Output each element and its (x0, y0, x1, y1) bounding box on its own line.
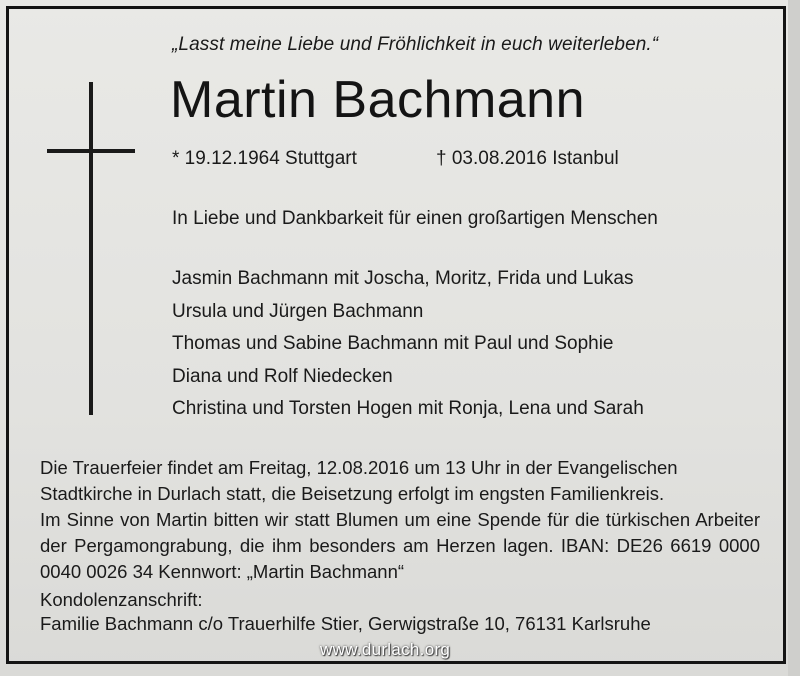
deceased-name: Martin Bachmann (170, 71, 586, 129)
mourners-list (172, 266, 644, 429)
death-info: † 03.08.2016 Istanbul (436, 148, 619, 169)
mourner-entry: Ursula und Jürgen Bachmann (172, 300, 424, 322)
cross-horizontal-bar (47, 149, 135, 153)
mourner-entry: Thomas und Sabine Bachmann mit Paul und Sophie (172, 333, 614, 354)
donation-text: Im Sinne von Martin bitten wir statt Blumen um eine Spende für die türkischen Arbeiter der Pergamongrabung, die ihm besonders am Herzen lagen. IBAN: DE26 6619 0000 0040 0026 34 Kennwort: „Martin Bachmann“ (40, 509, 760, 582)
condolence-label: Kondolenzanschrift: (40, 589, 203, 610)
adjacent-page-strip (788, 0, 800, 676)
watermark: www.durlach.org (320, 640, 451, 659)
dedication-line: In Liebe und Dankbarkeit für einen großartigen Menschen (172, 208, 658, 229)
mourner-entry: Jasmin Bachmann mit Joscha, Moritz, Frida und Lukas (172, 268, 634, 289)
motto-quote: „Lasst meine Liebe und Fröhlichkeit in euch weiterleben.“ (172, 34, 659, 55)
mourner-entry: Diana und Rolf Niedecken (172, 365, 393, 387)
condolence-address: Familie Bachmann c/o Trauerhilfe Stier, Gerwigstraße 10, 76131 Karlsruhe (40, 613, 651, 634)
cross-vertical-bar (89, 82, 93, 415)
funeral-notice-body (40, 455, 760, 585)
mourner-entry: Christina und Torsten Hogen mit Ronja, Lena und Sarah (172, 398, 644, 419)
funeral-text: Die Trauerfeier findet am Freitag, 12.08.2016 um 13 Uhr in der Evangelischen Stadtkirche in Durlach statt, die Beisetzung erfolgt im engsten Familienkreis. (40, 457, 678, 504)
birth-info: * 19.12.1964 Stuttgart (172, 148, 357, 169)
